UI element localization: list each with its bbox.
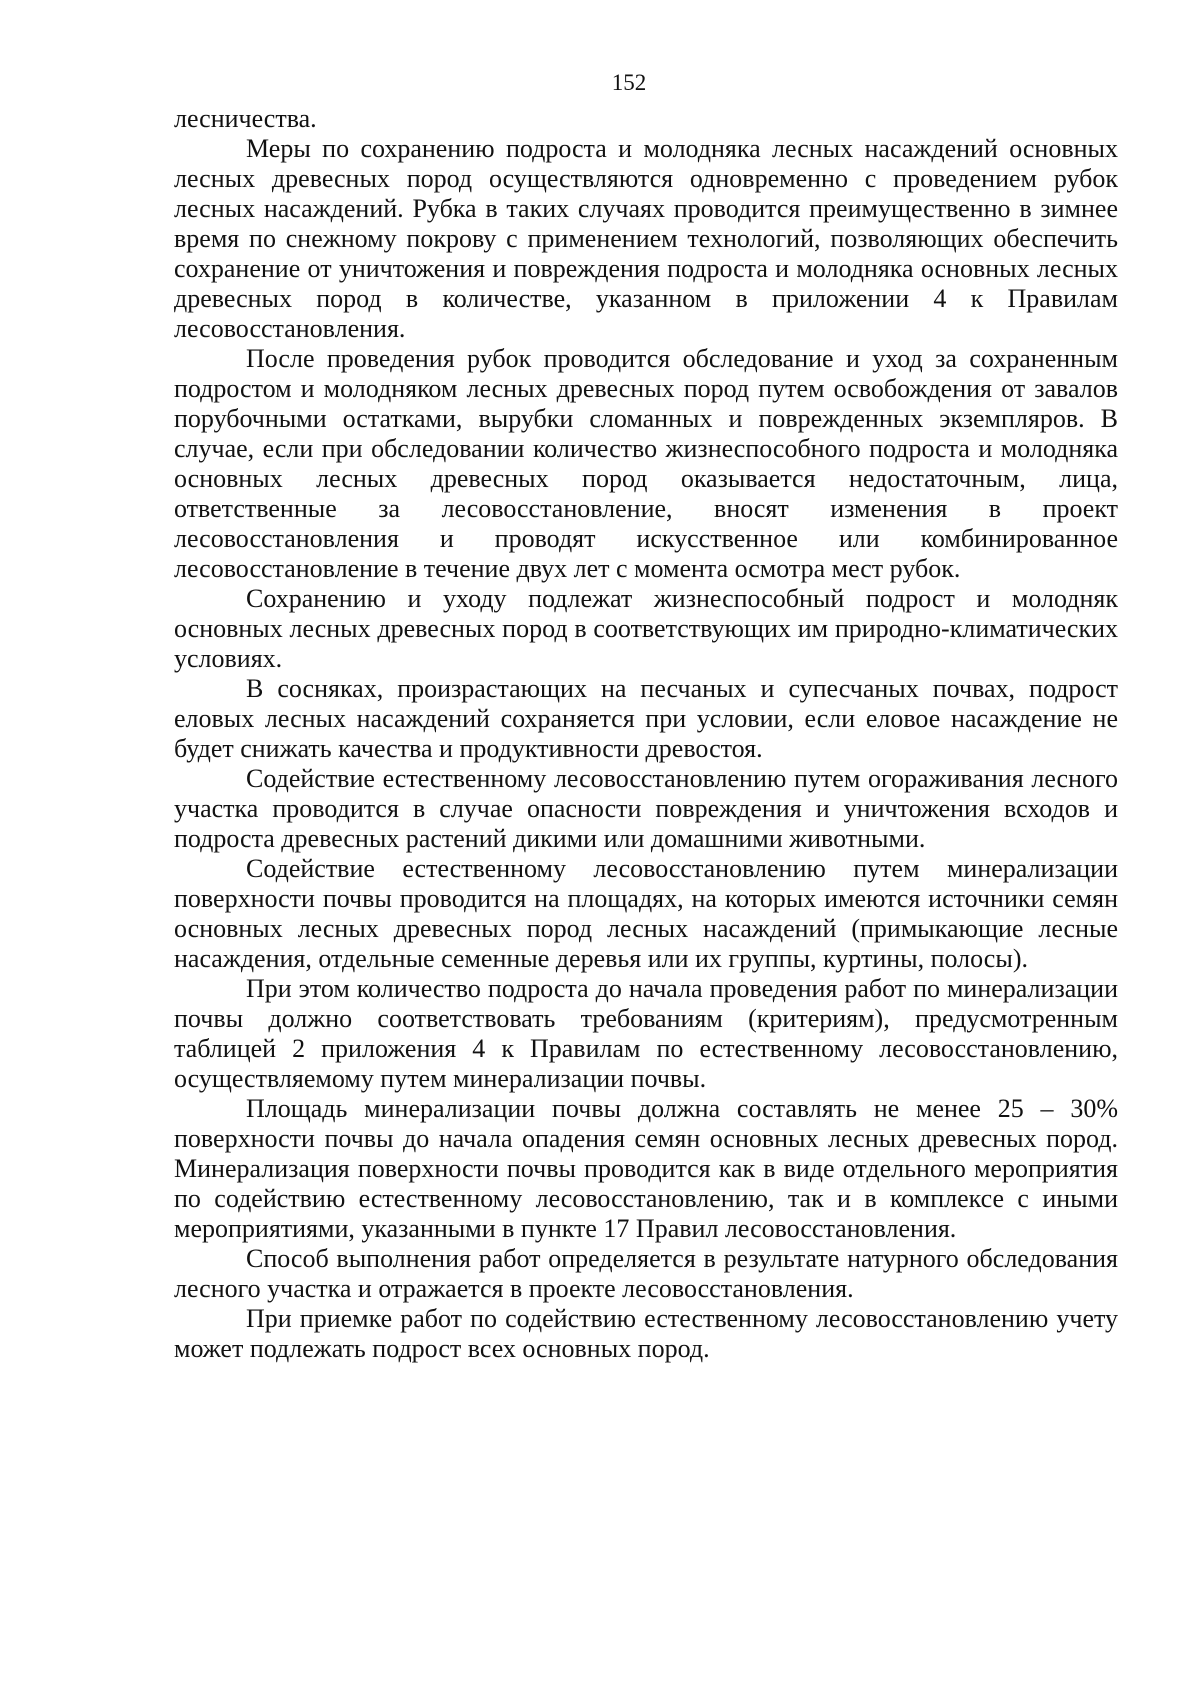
paragraph-continuation: лесничества.	[174, 104, 317, 133]
page-number: 152	[611, 70, 647, 95]
paragraph-soil-mineralization: Содействие естественному лесовосстановлению путем минерализации поверхности почвы проводится на площадях, на которых имеются источники семян основных лесных древесных пород лесных насаждений (примыкающие лесные насаждения, отдельные семенные деревья или их группы, куртины, полосы).	[174, 854, 1118, 973]
paragraph-post-felling-survey: После проведения рубок проводится обследование и уход за сохраненным подростом и молодняком лесных древесных пород путем освобождения от завалов порубочными остатками, вырубки сломанных и поврежденных экземпляров. В случае, если при обследовании количество жизнеспособного подроста и молодняка основных лесных древесных пород оказывается недостаточным, лица, ответственные за лесовосстановление, вносят изменения в проект лесовосстановления и проводят искусственное или комбинированное лесовосстановление в течение двух лет с момента осмотра мест рубок.	[174, 344, 1118, 583]
paragraph-pine-stands: В сосняках, произрастающих на песчаных и супесчаных почвах, подрост еловых лесных насаждений сохраняется при условии, если еловое насаждение не будет снижать качества и продуктивности древостоя.	[174, 674, 1118, 763]
paragraph-mineralization-area: Площадь минерализации почвы должна составлять не менее 25 – 30% поверхности почвы до начала опадения семян основных лесных древесных пород. Минерализация поверхности почвы проводится как в виде отдельного мероприятия по содействию естественному лесовосстановлению, так и в комплексе с иными мероприятиями, указанными в пункте 17 Правил лесовосстановления.	[174, 1094, 1118, 1243]
paragraph-undergrowth-criteria: При этом количество подроста до начала проведения работ по минерализации почвы должно соответствовать требованиям (критериям), предусмотренным таблицей 2 приложения 4 к Правилам по естественному лесовосстановлению, осуществляемому путем минерализации почвы.	[174, 974, 1118, 1093]
paragraph-work-method: Способ выполнения работ определяется в результате натурного обследования лесного участка и отражается в проекте лесовосстановления.	[174, 1244, 1118, 1303]
document-page	[174, 68, 1118, 1364]
paragraph-preservation-measures: Меры по сохранению подроста и молодняка лесных насаждений основных лесных древесных пород осуществляются одновременно с проведением рубок лесных насаждений. Рубка в таких случаях проводится преимущественно в зимнее время по снежному покрову с применением технологий, позволяющих обеспечить сохранение от уничтожения и повреждения подроста и молодняка основных лесных древесных пород в количестве, указанном в приложении 4 к Правилам лесовосстановления.	[174, 134, 1118, 343]
paragraph-fencing: Содействие естественному лесовосстановлению путем огораживания лесного участка проводится в случае опасности повреждения и уничтожения всходов и подроста древесных растений дикими или домашними животными.	[174, 764, 1118, 853]
paragraph-acceptance: При приемке работ по содействию естественному лесовосстановлению учету может подлежать подрост всех основных пород.	[174, 1304, 1118, 1363]
paragraph-care-requirements: Сохранению и уходу подлежат жизнеспособный подрост и молодняк основных лесных древесных пород в соответствующих им природно-климатических условиях.	[174, 584, 1118, 673]
